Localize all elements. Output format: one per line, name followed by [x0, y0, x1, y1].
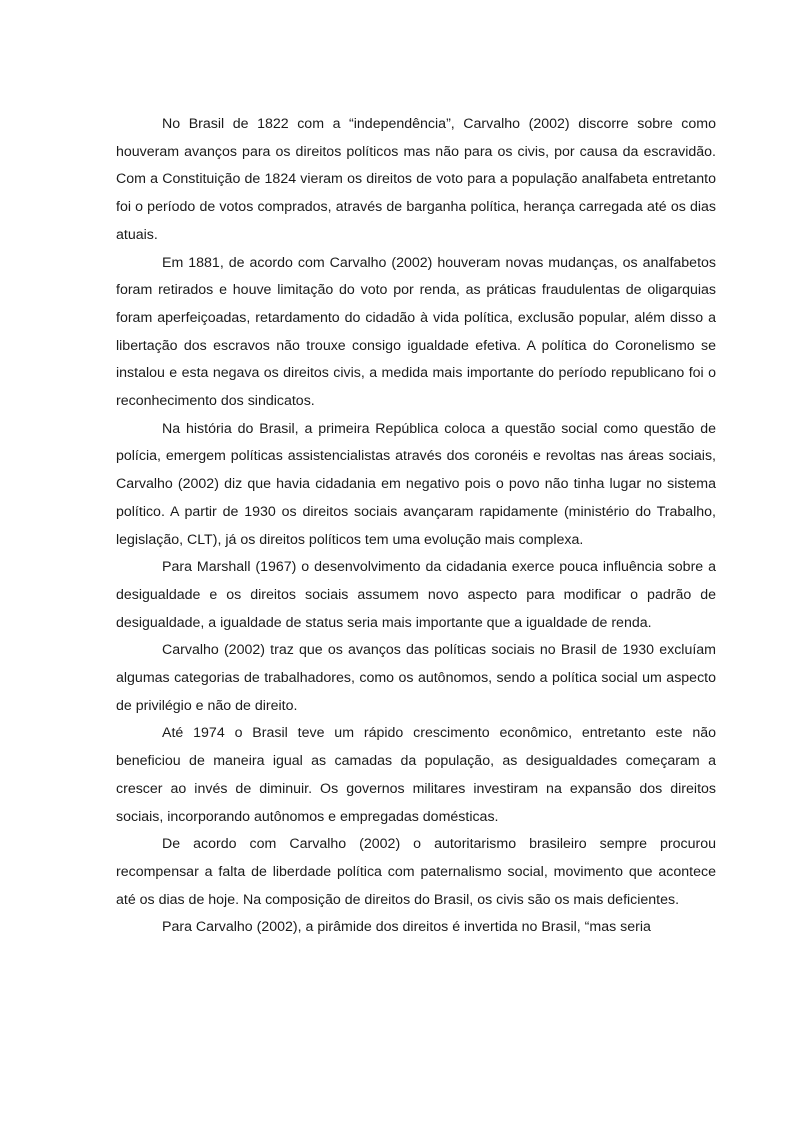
paragraph-2: Em 1881, de acordo com Carvalho (2002) houveram novas mudanças, os analfabetos foram retirados e houve limitação do voto por renda, as práticas fraudulentas de oligarquias foram aperfeiçoadas, retardamento do cidadão à vida política, exclusão popular, além disso a libertação dos escravos não trouxe consigo igualdade efetiva. A política do Coronelismo se instalou e esta negava os direitos civis, a medida mais importante do período republicano foi o reconhecimento dos sindicatos. [116, 254, 716, 410]
paragraph-5: Carvalho (2002) traz que os avanços das políticas sociais no Brasil de 1930 excluíam algumas categorias de trabalhadores, como os autônomos, sendo a política social um aspecto de privilégio e não de direito. [116, 642, 716, 714]
paragraph-7: De acordo com Carvalho (2002) o autoritarismo brasileiro sempre procurou recompensar a falta de liberdade política com paternalismo social, movimento que acontece até os dias de hoje. Na composição de direitos do Brasil, os civis são os mais deficientes. [116, 836, 716, 908]
paragraph-6: Até 1974 o Brasil teve um rápido crescimento econômico, entretanto este não beneficiou de maneira igual as camadas da população, as desigualdades começaram a crescer ao invés de diminuir. Os governos militares investiram na expansão dos direitos sociais, incorporando autônomos e empregadas domésticas. [116, 725, 716, 825]
paragraph-1: No Brasil de 1822 com a “independência”, Carvalho (2002) discorre sobre como houveram avanços para os direitos políticos mas não para os civis, por causa da escravidão. Com a Constituição de 1824 vieram os direitos de voto para a população analfabeta entretanto foi o período de votos comprados, através de barganha política, herança carregada até os dias atuais. [116, 116, 716, 243]
body-text [116, 111, 716, 942]
paragraph-8: Para Carvalho (2002), a pirâmide dos direitos é invertida no Brasil, “mas seria [162, 919, 651, 936]
paragraph-3: Na história do Brasil, a primeira República coloca a questão social como questão de polícia, emergem políticas assistencialistas através dos coronéis e revoltas nas áreas sociais, Carvalho (2002) diz que havia cidadania em negativo pois o povo não tinha lugar no sistema político. A partir de 1930 os direitos sociais avançaram rapidamente (ministério do Trabalho, legislação, CLT), já os direitos políticos tem uma evolução mais complexa. [116, 420, 716, 548]
paragraph-4: Para Marshall (1967) o desenvolvimento da cidadania exerce pouca influência sobre a desigualdade e os direitos sociais assumem novo aspecto para modificar o padrão de desigualdade, a igualdade de status seria mais importante que a igualdade de renda. [116, 559, 716, 631]
